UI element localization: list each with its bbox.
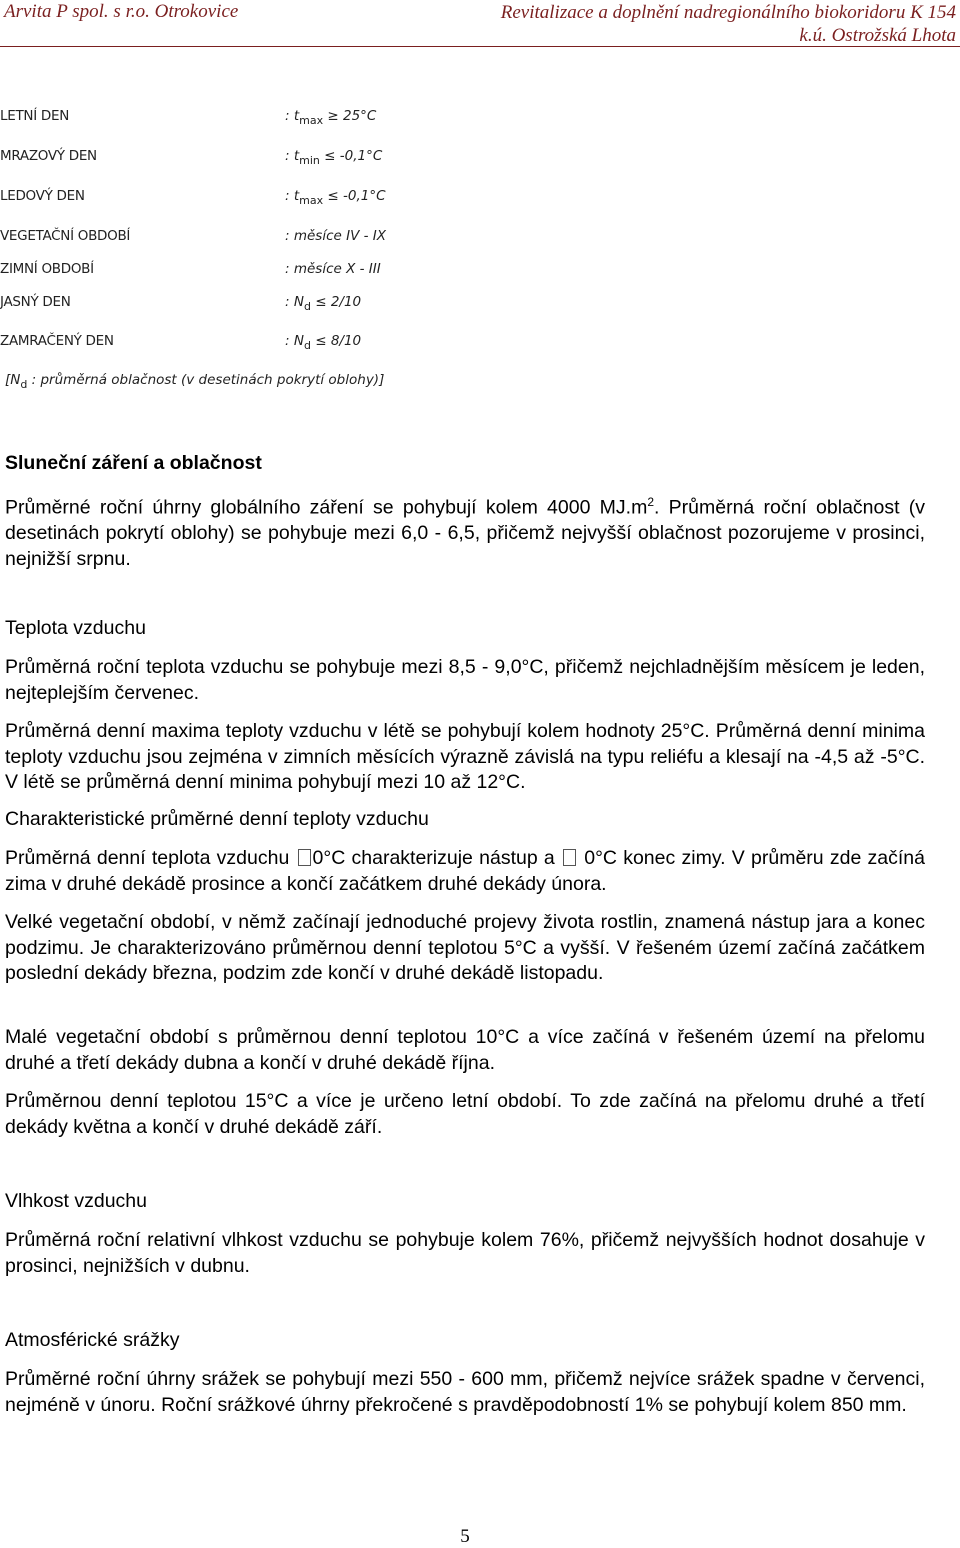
definition-term: ZIMNÍ OBDOBÍ xyxy=(0,261,94,277)
section-heading-humidity: Vlhkost vzduchu xyxy=(5,1190,147,1212)
definition-term: LETNÍ DEN xyxy=(0,108,69,124)
definition-term: LEDOVÝ DEN xyxy=(0,188,85,204)
paragraph-characteristic-2: Velké vegetační období, v němž začínají jednoduché projevy života rostlin, znamená nástup jara a konec podzimu. Je charakterizováno průměrnou denní teplotou 5°C a vyšší. V řešeném území začíná začátkem poslední dekády března, podzim zde končí v druhé dekádě listopadu. xyxy=(5,911,925,984)
symbol-placeholder-icon xyxy=(298,849,311,866)
section-heading-characteristic: Charakteristické průměrné denní teploty vzduchu xyxy=(5,808,429,830)
header-project-line2: k.ú. Ostrožská Lhota xyxy=(799,25,956,46)
header-project-line1: Revitalizace a doplnění nadregionálního biokoridoru K 154 xyxy=(500,2,956,23)
paragraph-sun: Průměrné roční úhrny globálního záření se pohybují kolem 4000 $MJ.m^2$. Průměrná roční oblačnost (v desetinách pokrytí oblohy) se pohybuje mezi 6,0 - 6,5, přičemž nejvyšší oblačnost pozorujeme v prosinci, nejnižší srpnu. xyxy=(5,495,925,570)
section-heading-precipitation: Atmosférické srážky xyxy=(5,1329,180,1351)
symbol-placeholder-icon xyxy=(563,849,576,866)
definition-value: : měsíce IV - IX xyxy=(285,228,386,244)
paragraph-characteristic-3: Malé vegetační období s průměrnou denní teplotou 10°C a více začíná v řešeném území na přelomu druhé a třetí dekády dubna a končí v druhé dekádě října. xyxy=(5,1026,925,1074)
paragraph-precipitation: Průměrné roční úhrny srážek se pohybují mezi 550 - 600 mm, přičemž nejvíce srážek spadne v červenci, nejméně v únoru. Roční srážkové úhrny překročené s pravděpodobností 1% se pohybují kolem 850 mm. xyxy=(5,1368,925,1416)
section-heading-sun: Sluneční záření a oblačnost xyxy=(5,452,262,474)
paragraph-temperature-1: Průměrná roční teplota vzduchu se pohybuje mezi 8,5 - 9,0°C, přičemž nejchladnějším měsícem je leden, nejteplejším červenec. xyxy=(5,656,925,704)
definition-term: VEGETAČNÍ OBDOBÍ xyxy=(0,228,131,244)
definition-value: : měsíce X - III xyxy=(285,261,381,277)
section-heading-temperature: Teplota vzduchu xyxy=(5,617,146,639)
paragraph-characteristic-4: Průměrnou denní teplotou 15°C a více je určeno letní období. To zde začíná na přelomu druhé a třetí dekády května a končí v druhé dekádě září. xyxy=(5,1090,925,1138)
header-company: Arvita P spol. s r.o. Otrokovice xyxy=(4,1,239,22)
page-header xyxy=(0,0,960,47)
paragraph-humidity: Průměrná roční relativní vlhkost vzduchu se pohybuje kolem 76%, přičemž nejvyšších hodnot dosahuje v prosinci, nejnižších v dubnu. xyxy=(5,1229,925,1277)
page-number: 5 xyxy=(460,1526,470,1547)
definition-term: MRAZOVÝ DEN xyxy=(0,148,97,164)
header-project xyxy=(501,1,956,47)
definition-value: : $t_{max} \ge 25^\circ C$ xyxy=(285,108,377,127)
definition-value: : $N_d \le 2/10$ xyxy=(285,294,362,313)
definition-term: ZAMRAČENÝ DEN xyxy=(0,333,114,349)
definition-value: : $t_{max} \le -0,1^\circ C$ xyxy=(285,188,386,207)
paragraph-temperature-2: Průměrná denní maxima teploty vzduchu v létě se pohybují kolem hodnoty 25°C. Průměrná denní minima teploty vzduchu jsou zejména v zimních měsících výrazně závislá na typu reliéfu a klesají na -4,5 až -5°C. V létě se průměrná denní minima pohybují mezi 10 až 12°C. xyxy=(5,720,925,793)
definition-value: : $N_d \le 8/10$ xyxy=(285,333,362,352)
definition-value: : $t_{min} \le -0,1^\circ C$ xyxy=(285,148,383,167)
definition-term: JASNÝ DEN xyxy=(0,294,71,310)
cloudiness-note: [$N_d$ : průměrná oblačnost (v desetinách pokrytí oblohy)] xyxy=(5,372,385,391)
paragraph-characteristic-1: Průměrná denní teplota vzduchu 0°C charakterizuje nástup a 0°C konec zimy. V průměru zde začíná zima v druhé dekádě prosince a končí začátkem druhé dekády února. xyxy=(5,847,925,895)
